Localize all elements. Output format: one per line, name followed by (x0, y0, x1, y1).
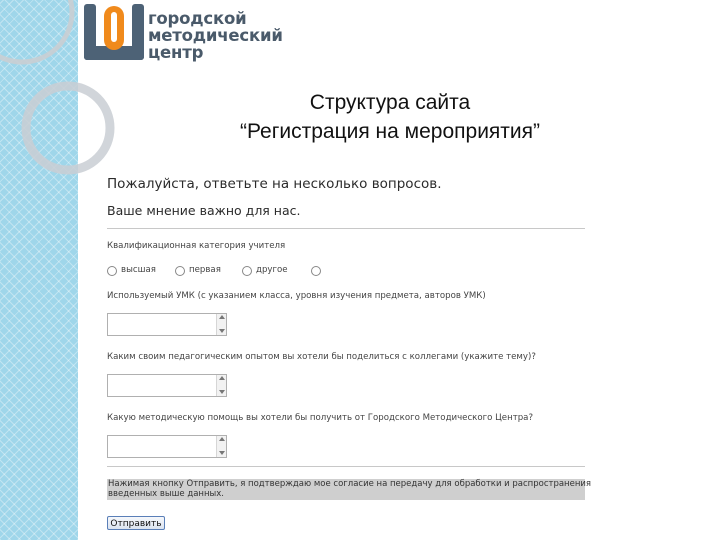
radio-button[interactable] (175, 266, 185, 276)
radio-button[interactable] (107, 266, 117, 276)
logo-line-1: городской (148, 9, 247, 28)
textarea-scrollbar[interactable] (216, 314, 226, 335)
question-experience-label: Каким своим педагогическим опытом вы хотели бы поделиться с коллегами (укажите тему)? (107, 352, 536, 362)
scroll-up-icon[interactable] (219, 376, 225, 380)
form-intro-heading: Пожалуйста, ответьте на несколько вопросов. (107, 176, 442, 192)
slide-title (200, 88, 580, 146)
category-radio-group (107, 264, 367, 278)
question-umk-label: Используемый УМК (с указанием класса, уровня изучения предмета, авторов УМК) (107, 291, 486, 301)
consent-line-1: Нажимая кнопку Отправить, я подтверждаю мое согласие на передачу для обработки и распространения (108, 479, 592, 489)
decorative-ring-large (0, 0, 72, 62)
help-textarea[interactable] (107, 435, 227, 458)
scroll-down-icon[interactable] (219, 329, 225, 333)
radio-label: высшая (121, 265, 156, 275)
logo-mark-icon (82, 2, 146, 64)
question-category-label: Квалификационная категория учителя (107, 241, 286, 251)
decorative-ring-small (26, 86, 110, 170)
radio-label: другое (256, 265, 288, 275)
umk-textarea[interactable] (107, 313, 227, 336)
submit-button[interactable]: Отправить (107, 516, 165, 530)
scroll-down-icon[interactable] (219, 390, 225, 394)
radio-button[interactable] (242, 266, 252, 276)
scroll-up-icon[interactable] (219, 437, 225, 441)
form-divider (107, 228, 585, 229)
slide-title-line-1: Структура сайта (309, 91, 471, 114)
logo-line-3: центр (148, 43, 204, 62)
logo (82, 2, 296, 64)
consent-line-2: введенных выше данных. (108, 489, 224, 499)
radio-button[interactable] (311, 266, 321, 276)
textarea-scrollbar[interactable] (216, 436, 226, 457)
radio-label: первая (189, 265, 221, 275)
scroll-down-icon[interactable] (219, 451, 225, 455)
logo-line-2: методический (148, 26, 283, 45)
experience-textarea[interactable] (107, 374, 227, 397)
logo-wordmark (148, 10, 283, 61)
consent-notice (107, 479, 592, 500)
form-divider-bottom (107, 466, 585, 467)
form-intro-subheading: Ваше мнение важно для нас. (107, 203, 301, 218)
question-help-label: Какую методическую помощь вы хотели бы получить от Городского Методического Центра? (107, 413, 534, 423)
textarea-scrollbar[interactable] (216, 375, 226, 396)
slide-title-line-2: “Регистрация на мероприятия” (239, 120, 541, 143)
scroll-up-icon[interactable] (219, 315, 225, 319)
